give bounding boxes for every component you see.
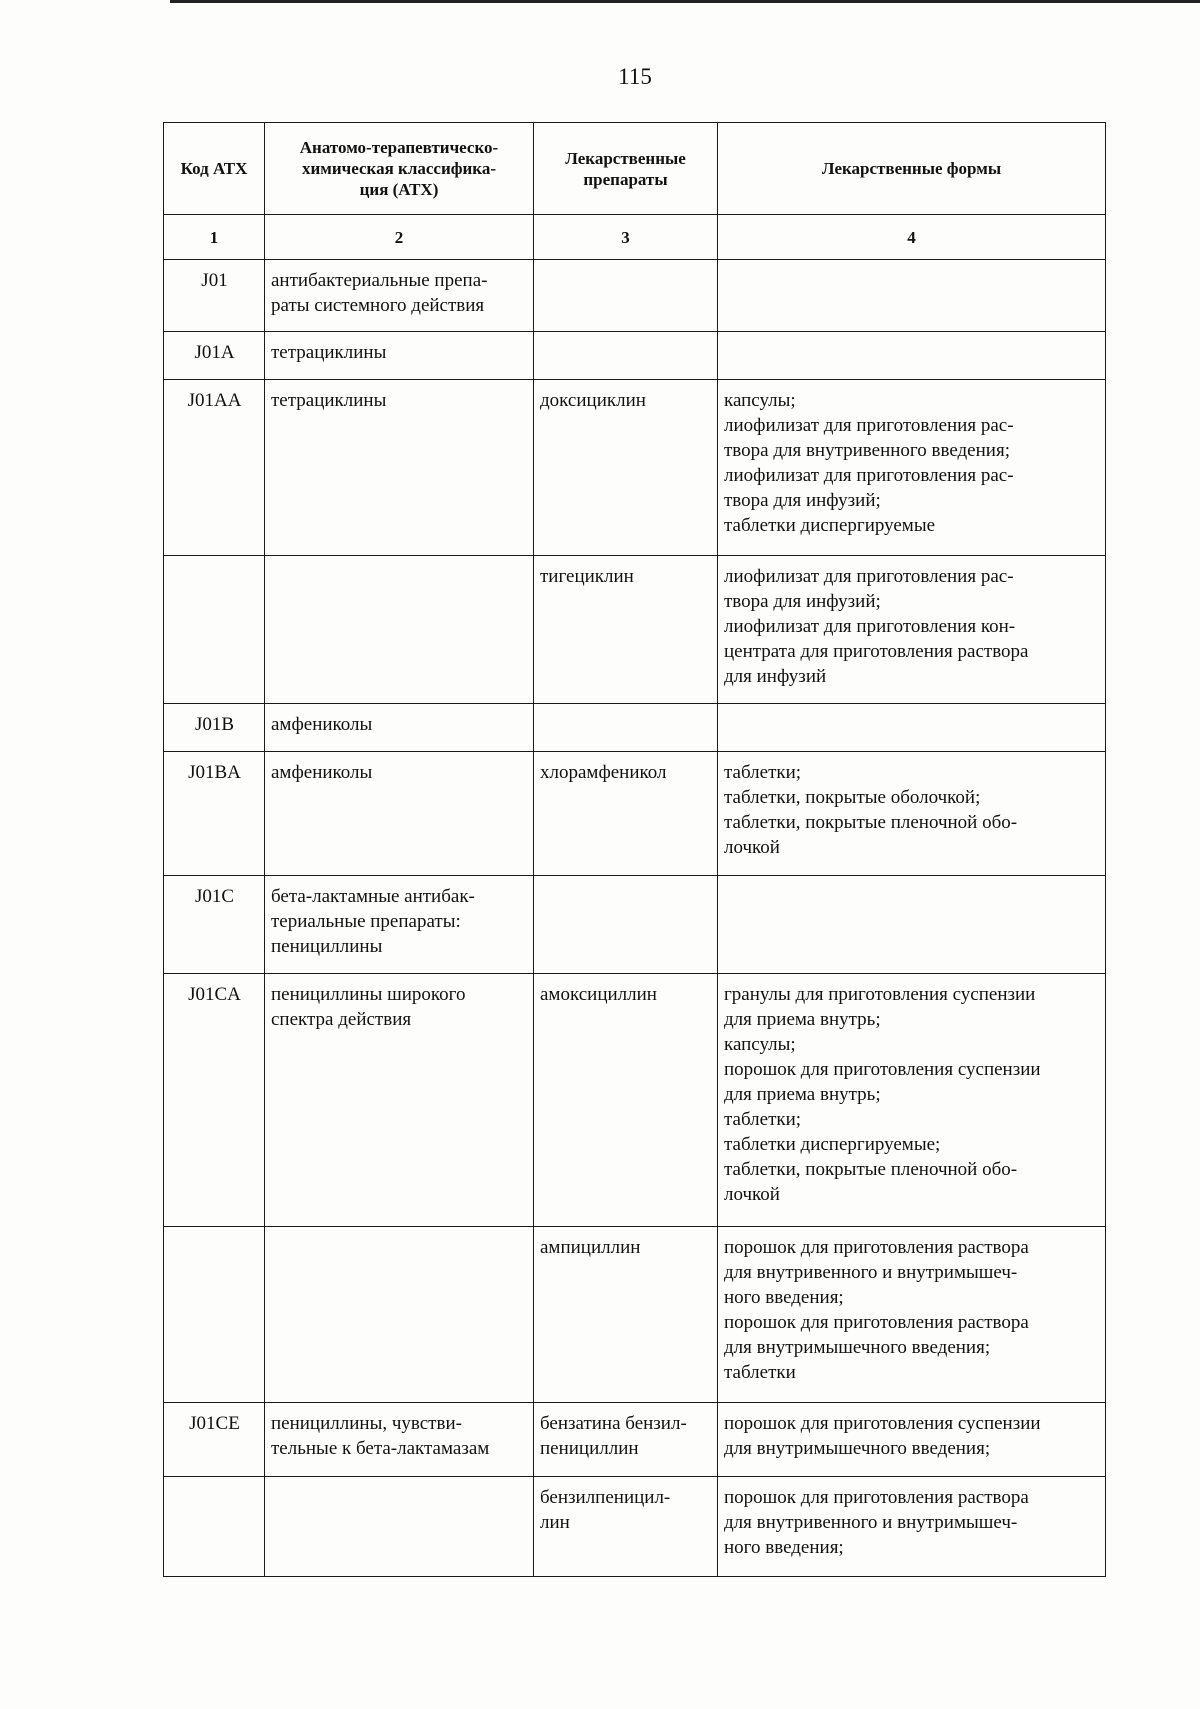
text-line: таблетки диспергируемые; — [724, 1134, 941, 1155]
text-line: таблетки; — [724, 762, 802, 783]
classification-cell — [265, 1403, 534, 1477]
atc-table — [163, 122, 1106, 1577]
drug-cell — [534, 380, 718, 556]
text-line: ция (АТХ) — [359, 180, 439, 199]
dosage-forms-cell — [718, 1477, 1106, 1577]
atc-code-cell: J01B — [164, 704, 265, 752]
text-line: таблетки, покрытые пленочной обо- — [724, 1159, 1018, 1180]
atc-code-cell: J01 — [164, 260, 265, 332]
atc-code-cell — [164, 1477, 265, 1577]
classification-cell — [265, 974, 534, 1227]
text-line: раты системного действия — [271, 295, 485, 316]
dosage-forms-cell — [718, 876, 1106, 974]
text-line: порошок для приготовления раствора — [724, 1312, 1029, 1333]
column-number: 1 — [164, 215, 265, 260]
text-line: бета-лактамные антибак- — [271, 886, 475, 907]
text-line: лочкой — [724, 1184, 780, 1205]
text-line: ного введения; — [724, 1537, 844, 1558]
text-line: лиофилизат для приготовления рас- — [724, 465, 1014, 486]
atc-code-cell: J01C — [164, 876, 265, 974]
text-line: лиофилизат для приготовления рас- — [724, 415, 1014, 436]
dosage-forms-cell — [718, 1403, 1106, 1477]
scan-top-border — [170, 0, 1200, 3]
text-line: Лекарственные формы — [821, 159, 1002, 178]
text-line: амфениколы — [271, 714, 373, 735]
header-drugs — [534, 123, 718, 215]
text-line: твора для инфузий; — [724, 591, 881, 612]
header-code — [164, 123, 265, 215]
text-line: хлорамфеникол — [540, 762, 667, 783]
text-line: таблетки, покрытые пленочной обо- — [724, 812, 1018, 833]
drug-cell — [534, 260, 718, 332]
text-line: химическая классифика- — [301, 159, 496, 178]
drug-cell — [534, 704, 718, 752]
header-forms — [718, 123, 1106, 215]
classification-cell — [265, 332, 534, 380]
text-line: для внутривенного и внутримышеч- — [724, 1512, 1018, 1533]
dosage-forms-cell — [718, 752, 1106, 876]
classification-cell — [265, 380, 534, 556]
drug-cell — [534, 1403, 718, 1477]
text-line: тетрациклины — [271, 342, 387, 363]
drug-cell — [534, 974, 718, 1227]
text-line: бензатина бензил- — [540, 1413, 687, 1434]
text-line: пенициллины — [271, 936, 383, 957]
atc-code-cell: J01A — [164, 332, 265, 380]
classification-cell — [265, 1227, 534, 1403]
text-line: твора для инфузий; — [724, 490, 881, 511]
atc-code-cell: J01BA — [164, 752, 265, 876]
dosage-forms-cell — [718, 332, 1106, 380]
drug-cell — [534, 1227, 718, 1403]
table-row — [164, 380, 1106, 556]
text-line: порошок для приготовления суспензии — [724, 1059, 1041, 1080]
text-line: твора для внутривенного введения; — [724, 440, 1010, 461]
table-row — [164, 1227, 1106, 1403]
text-line: для приема внутрь; — [724, 1084, 881, 1105]
text-line: доксициклин — [540, 390, 646, 411]
dosage-forms-cell — [718, 1227, 1106, 1403]
text-line: для внутримышечного введения; — [724, 1438, 991, 1459]
atc-table-body — [164, 260, 1106, 1577]
text-line: амоксициллин — [540, 984, 657, 1005]
text-line: капсулы; — [724, 390, 796, 411]
text-line: лочкой — [724, 837, 780, 858]
page-number: 115 — [618, 64, 652, 89]
classification-cell — [265, 260, 534, 332]
column-number: 2 — [265, 215, 534, 260]
drug-cell — [534, 876, 718, 974]
text-line: тигециклин — [540, 566, 634, 587]
classification-cell — [265, 876, 534, 974]
atc-code-cell: J01CE — [164, 1403, 265, 1477]
text-line: амфениколы — [271, 762, 373, 783]
text-line: ного введения; — [724, 1287, 844, 1308]
header-classification — [265, 123, 534, 215]
text-line: тельные к бета-лактамазам — [271, 1438, 490, 1459]
text-line: лиофилизат для приготовления кон- — [724, 616, 1016, 637]
table-row — [164, 974, 1106, 1227]
table-row — [164, 1403, 1106, 1477]
text-line: для внутривенного и внутримышеч- — [724, 1262, 1018, 1283]
dosage-forms-cell — [718, 260, 1106, 332]
text-line: пенициллин — [540, 1438, 639, 1459]
table-row — [164, 876, 1106, 974]
table-row — [164, 332, 1106, 380]
classification-cell — [265, 556, 534, 704]
column-number: 4 — [718, 215, 1106, 260]
text-line: ампициллин — [540, 1237, 641, 1258]
text-line: лиофилизат для приготовления рас- — [724, 566, 1014, 587]
classification-cell — [265, 752, 534, 876]
drug-cell — [534, 556, 718, 704]
text-line: Лекарственные — [565, 148, 686, 168]
atc-code-cell: J01CA — [164, 974, 265, 1227]
text-line: для внутримышечного введения; — [724, 1337, 991, 1358]
table-row — [164, 752, 1106, 876]
text-line: лин — [540, 1512, 570, 1533]
text-line: порошок для приготовления раствора — [724, 1487, 1029, 1508]
text-line: тетрациклины — [271, 390, 387, 411]
dosage-forms-cell — [718, 380, 1106, 556]
text-line: порошок для приготовления раствора — [724, 1237, 1029, 1258]
atc-code-cell — [164, 556, 265, 704]
text-line: пенициллины, чувстви- — [271, 1413, 462, 1434]
atc-code-cell — [164, 1227, 265, 1403]
text-line: таблетки диспергируемые — [724, 515, 936, 536]
drug-cell — [534, 332, 718, 380]
dosage-forms-cell — [718, 704, 1106, 752]
dosage-forms-cell — [718, 974, 1106, 1227]
text-line: антибактериальные препа- — [271, 270, 488, 291]
column-number-row — [164, 215, 1106, 260]
text-line: порошок для приготовления суспензии — [724, 1413, 1041, 1434]
header-row — [164, 123, 1106, 215]
text-line: центрата для приготовления раствора — [724, 641, 1029, 662]
text-line: таблетки; — [724, 1109, 802, 1130]
table-row — [164, 556, 1106, 704]
text-line: Анатомо-терапевтическо- — [299, 138, 499, 157]
drug-cell — [534, 752, 718, 876]
text-line: бензилпеницил- — [540, 1487, 671, 1508]
text-line: териальные препараты: — [271, 911, 461, 932]
classification-cell — [265, 1477, 534, 1577]
text-line: спектра действия — [271, 1009, 412, 1030]
table-row — [164, 260, 1106, 332]
text-line: Код АТХ — [180, 159, 248, 178]
drug-cell — [534, 1477, 718, 1577]
column-number: 3 — [534, 215, 718, 260]
text-line: капсулы; — [724, 1034, 796, 1055]
classification-cell — [265, 704, 534, 752]
text-line: пенициллины широкого — [271, 984, 466, 1005]
text-line: гранулы для приготовления суспензии — [724, 984, 1036, 1005]
text-line: для инфузий — [724, 666, 827, 687]
table-row — [164, 704, 1106, 752]
text-line: препараты — [583, 169, 668, 189]
text-line: для приема внутрь; — [724, 1009, 881, 1030]
text-line: таблетки, покрытые оболочкой; — [724, 787, 981, 808]
atc-code-cell: J01AA — [164, 380, 265, 556]
dosage-forms-cell — [718, 556, 1106, 704]
table-row — [164, 1477, 1106, 1577]
text-line: таблетки — [724, 1362, 796, 1383]
